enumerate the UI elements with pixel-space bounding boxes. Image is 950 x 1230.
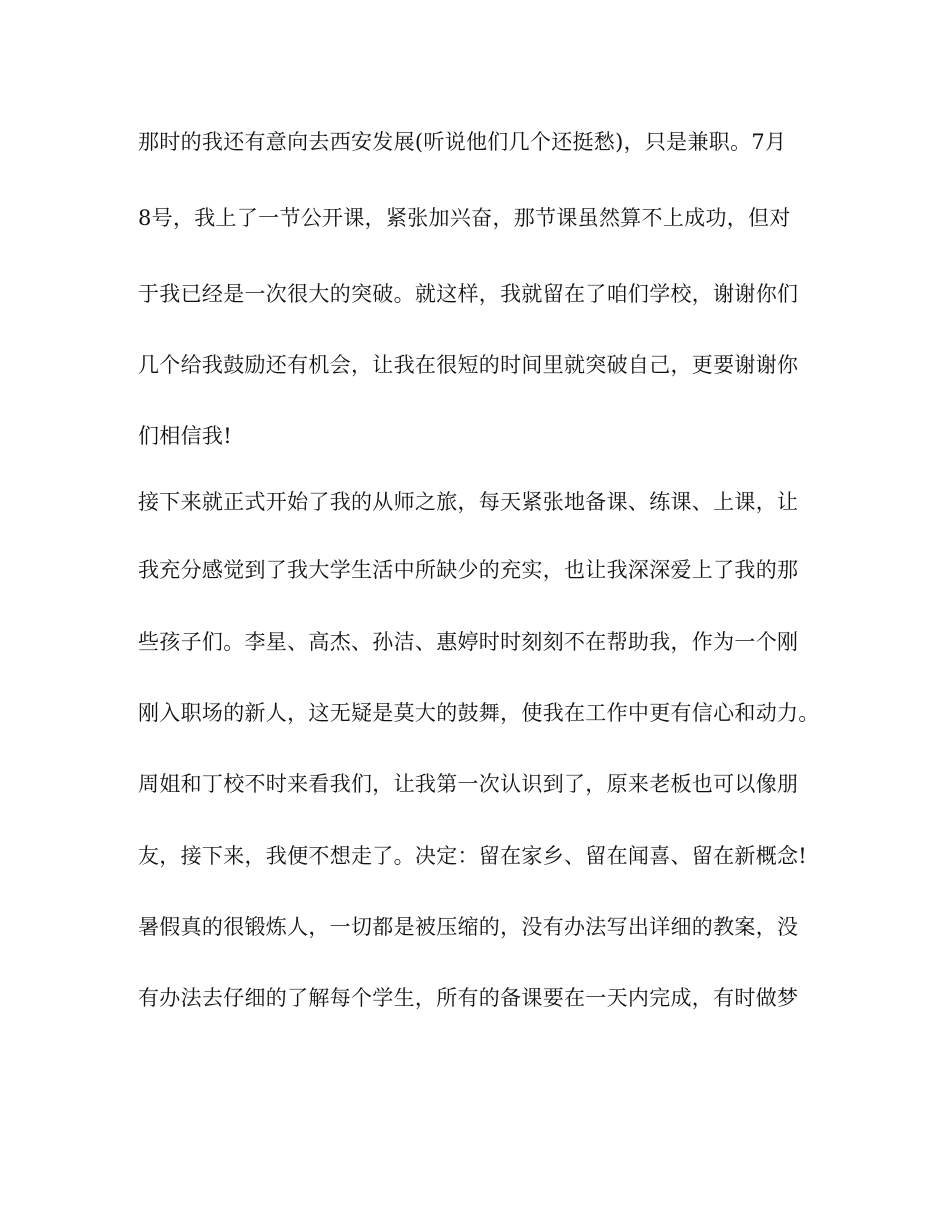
text-line: 有办法去仔细的了解每个学生，所有的备课要在一天内完成，有时做梦 — [138, 986, 799, 1010]
text-line: 友，接下来，我便不想走了。决定：留在家乡、留在闻喜、留在新概念! — [138, 844, 808, 868]
text-line: 那时的我还有意向去西安发展(听说他们几个还挺愁)，只是兼职。7月 — [138, 130, 787, 154]
text-line: 刚入职场的新人，这无疑是莫大的鼓舞，使我在工作中更有信心和动力。 — [138, 701, 820, 725]
text-line: 暑假真的很锻炼人，一切都是被压缩的，没有办法写出详细的教案，没 — [138, 915, 799, 939]
text-line: 些孩子们。李星、高杰、孙洁、惠婷时时刻刻不在帮助我，作为一个刚 — [138, 630, 799, 654]
text-line: 几个给我鼓励还有机会，让我在很短的时间里就突破自己，更要谢谢你 — [138, 353, 799, 377]
text-line: 接下来就正式开始了我的从师之旅，每天紧张地备课、练课、上课，让 — [138, 490, 799, 514]
text-line: 于我已经是一次很大的突破。就这样，我就留在了咱们学校，谢谢你们 — [138, 282, 799, 306]
text-line: 8号，我上了一节公开课，紧张加兴奋，那节课虽然算不上成功，但对 — [138, 206, 791, 230]
text-line: 周姐和丁校不时来看我们，让我第一次认识到了，原来老板也可以像朋 — [138, 772, 799, 796]
text-line: 们相信我! — [138, 424, 232, 448]
text-line: 我充分感觉到了我大学生活中所缺少的充实，也让我深深爱上了我的那 — [138, 558, 799, 582]
